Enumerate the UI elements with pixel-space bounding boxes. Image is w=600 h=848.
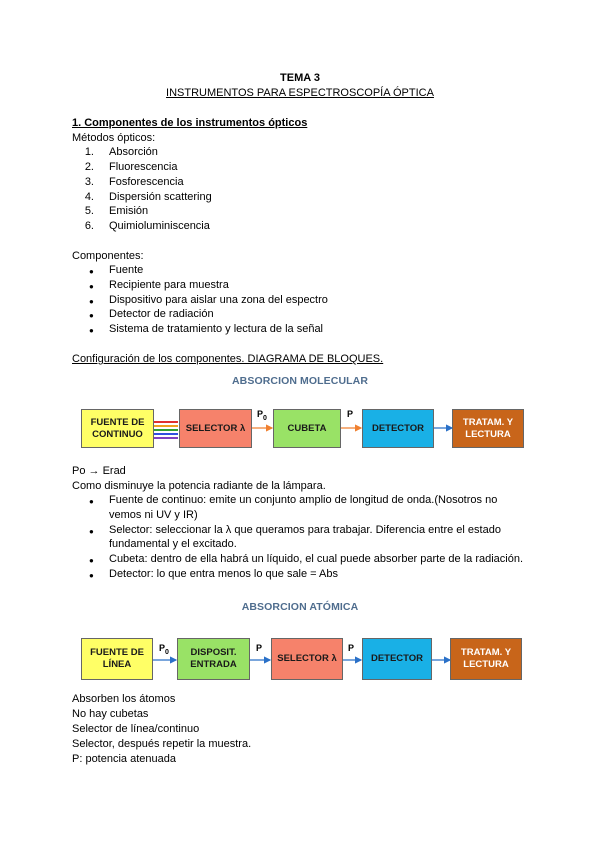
method-label: Fosforescencia <box>109 176 184 188</box>
block-tratam-lectura: TRATAM. Y LECTURA <box>450 638 522 680</box>
note-text: Fuente de continuo: emite un conjunto amplio de longitud de onda.(Nosotros no <box>109 494 498 506</box>
label-p: P <box>256 643 263 653</box>
label-p: P <box>347 409 354 419</box>
block-detector: DETECTOR <box>362 409 434 448</box>
component-label: Detector de radiación <box>109 308 214 320</box>
label-p0: $P_0$ <box>159 643 169 656</box>
component-label: Dispositivo para aislar una zona del espectro <box>109 294 328 306</box>
note-line: Selector, después repetir la muestra. <box>72 738 252 750</box>
note-line: Absorben los átomos <box>72 693 176 705</box>
block-fuente-linea: FUENTE DE LÍNEA <box>81 638 153 680</box>
label-p0: $P_0$ <box>257 409 267 422</box>
note-po-erad: Po → Erad <box>72 465 126 477</box>
block-tratam-lectura: TRATAM. Y LECTURA <box>452 409 524 448</box>
page-title: TEMA 3 <box>280 72 320 84</box>
method-label: Fluorescencia <box>109 161 178 173</box>
method-label: Dispersión scattering <box>109 191 212 203</box>
method-label: Quimioluminiscencia <box>109 220 210 232</box>
block-selector: SELECTOR λ <box>179 409 252 448</box>
components-label: Componentes: <box>72 250 144 262</box>
method-label: Emisión <box>109 205 149 217</box>
method-label: Absorción <box>109 146 158 158</box>
block-cubeta: CUBETA <box>273 409 341 448</box>
note-text: Detector: lo que entra menos lo que sale = Abs <box>109 568 339 580</box>
note-line: P: potencia atenuada <box>72 753 176 765</box>
note-text: Selector: seleccionar la λ que queramos para trabajar. Diferencia entre el estado <box>109 524 501 536</box>
block-disposit-entrada: DISPOSIT. ENTRADA <box>177 638 250 680</box>
note-line: Selector de línea/continuo <box>72 723 200 735</box>
note-line: No hay cubetas <box>72 708 149 720</box>
diagram-title-molecular: ABSORCION MOLECULAR <box>231 375 369 387</box>
note-potencia: Como disminuye la potencia radiante de la lámpara. <box>72 480 326 492</box>
section-heading: 1. Componentes de los instrumentos ópticos <box>72 117 308 129</box>
block-detector: DETECTOR <box>362 638 432 680</box>
list-item-cont: fundamental y el excitado. <box>109 538 237 550</box>
component-label: Fuente <box>109 264 144 276</box>
config-heading: Configuración de los componentes. DIAGRAMA DE BLOQUES. <box>72 353 384 365</box>
diagram-title-atomica: ABSORCION ATÓMICA <box>241 601 359 613</box>
list-item-cont: vemos ni UV y IR) <box>109 509 198 521</box>
methods-label: Métodos ópticos: <box>72 132 156 144</box>
note-text: Cubeta: dentro de ella habrá un líquido, el cual puede absorber parte de la radiación. <box>109 553 524 565</box>
component-label: Sistema de tratamiento y lectura de la señal <box>109 323 324 335</box>
block-selector: SELECTOR λ <box>271 638 343 680</box>
component-label: Recipiente para muestra <box>109 279 229 291</box>
page-subtitle: INSTRUMENTOS PARA ESPECTROSCOPÍA ÓPTICA <box>166 87 434 99</box>
block-fuente-continuo: FUENTE DE CONTINUO <box>81 409 154 448</box>
label-p-2: P <box>348 643 355 653</box>
